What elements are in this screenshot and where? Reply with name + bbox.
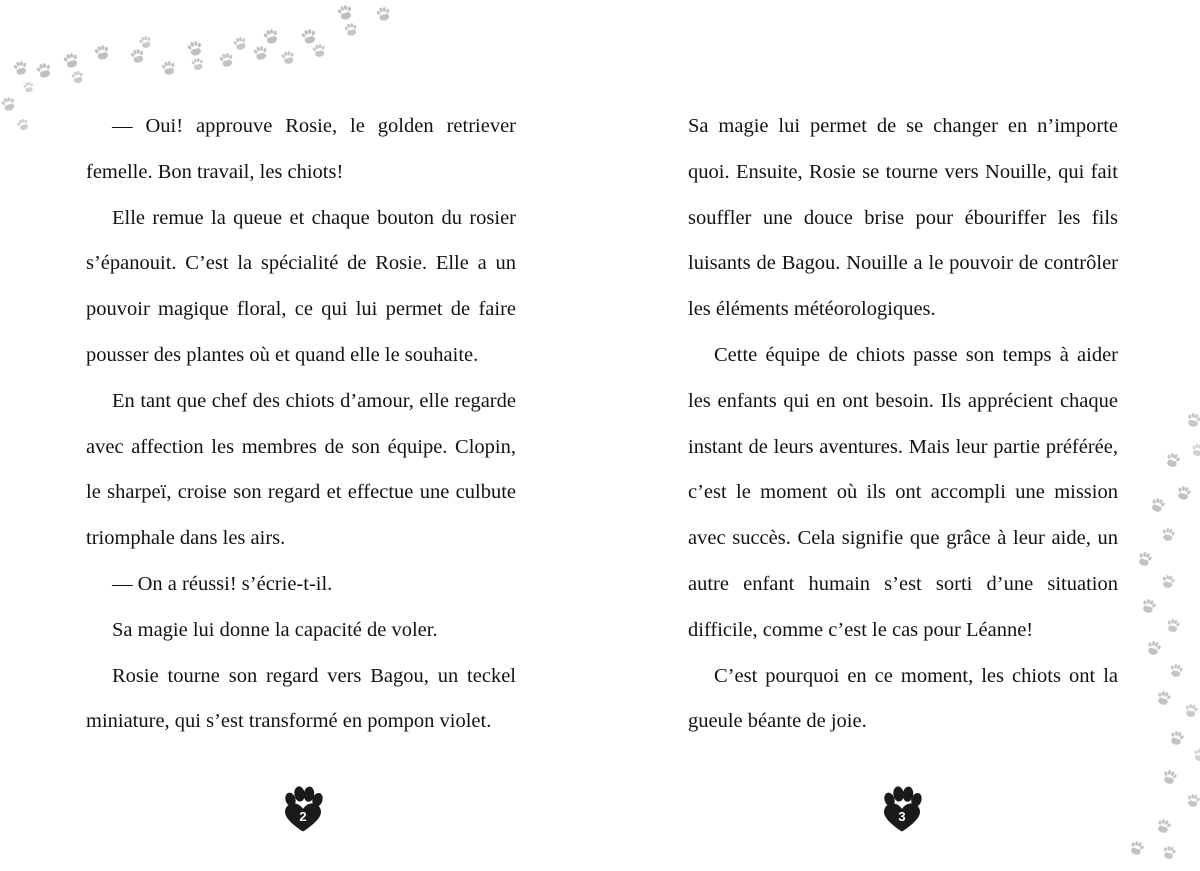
- paw-print-icon: [1159, 573, 1178, 592]
- paw-print-icon: [1162, 450, 1183, 471]
- paw-print-icon: [1173, 483, 1194, 504]
- paw-print-icon: [279, 49, 298, 68]
- paw-print-icon: [1166, 728, 1187, 749]
- paw-print-icon: [14, 116, 32, 134]
- right-page-text-column: [688, 104, 1118, 745]
- paw-print-icon: [1153, 688, 1174, 709]
- paw-print-icon: [1134, 549, 1155, 570]
- paragraph: C’est pourquoi en ce moment, les chiots ont la gueule béante de joie.: [688, 664, 1118, 733]
- paw-print-icon: [1153, 816, 1174, 837]
- paragraph: Elle remue la queue et chaque bouton du rosier s’épanouit. C’est la spécialité de Rosie. Elle a un pouvoir magique floral, ce qui lui permet de faire pousser des plantes où et quand elle le souhaite.: [86, 206, 516, 366]
- paw-print-icon: [10, 58, 31, 79]
- paw-print-icon: [373, 4, 394, 25]
- paw-print-icon: [1126, 838, 1147, 859]
- paw-print-icon: [60, 50, 82, 72]
- paw-print-icon: [1167, 662, 1186, 681]
- paw-print-icon: [136, 33, 155, 52]
- paw-print-icon: [260, 26, 282, 48]
- paw-print-icon: [310, 42, 329, 61]
- paw-print-icon: [189, 56, 207, 74]
- paw-print-icon: [230, 34, 250, 54]
- page-number-right: 3: [898, 809, 906, 824]
- paw-print-icon: [1159, 767, 1180, 788]
- paragraph: — On a réussi! s’écrie-t-il.: [112, 572, 333, 595]
- paw-print-icon: [298, 26, 320, 48]
- paw-print-icon: [127, 46, 148, 67]
- paragraph: Sa magie lui permet de se changer en n’importe quoi. Ensuite, Rosie se tourne vers Nouille, qui fait souffler une douce brise pour ébouriffer les fils luisants de Bagou. Nouille a le pouvoir de contrôler les éléments météorologiques.: [688, 115, 1118, 321]
- paw-print-icon: [1191, 747, 1200, 764]
- paw-print-icon: [33, 60, 55, 82]
- paragraph: Cette équipe de chiots passe son temps à aider les enfants qui en ont besoin. Ils apprécient chaque instant de leurs aventures. Mais leur partie préférée, c’est le moment où ils ont accompli une mission avec succès. Cela signifie que grâce à leur aide, un autre enfant humain s’est sorti d’une situation difficile, comme c’est le cas pour Léanne!: [688, 343, 1118, 641]
- paw-print-icon: [1159, 843, 1178, 862]
- paw-print-icon: [1184, 792, 1200, 811]
- paragraph: Sa magie lui donne la capacité de voler.: [112, 618, 438, 641]
- paw-print-icon: [216, 50, 236, 70]
- paw-print-icon: [1159, 526, 1178, 545]
- paragraph: En tant que chef des chiots d’amour, elle regarde avec affection les membres de son équipe. Clopin, le sharpeï, croise son regard et effectue une culbute triomphale dans les airs.: [86, 389, 516, 550]
- paw-print-icon: [1164, 617, 1183, 636]
- paw-print-icon: [1138, 596, 1159, 617]
- paw-print-icon: [1182, 702, 1200, 721]
- paw-print-icon: [69, 69, 87, 87]
- paw-print-icon: [158, 58, 178, 78]
- paw-print-icon: [1183, 410, 1200, 431]
- paragraph: Rosie tourne son regard vers Bagou, un teckel miniature, qui s’est transformé en pompon violet.: [86, 664, 516, 733]
- paragraph: — Oui! approuve Rosie, le golden retriever femelle. Bon travail, les chiots!: [86, 115, 516, 183]
- right-page-footer: [872, 780, 932, 840]
- page-number-left: 2: [299, 809, 307, 824]
- left-page-text-column: [86, 104, 516, 745]
- paw-print-icon: [334, 2, 356, 24]
- paw-print-icon: [0, 94, 19, 115]
- paw-print-icon: [184, 38, 206, 60]
- paw-print-icon: [1143, 638, 1164, 659]
- paw-print-icon: [250, 43, 270, 63]
- paw-print-icon: [1147, 495, 1168, 516]
- paw-print-icon: [342, 21, 361, 40]
- paw-print-icon: [91, 42, 113, 64]
- paw-print-icon: [1189, 442, 1200, 459]
- paw-print-icon: [21, 80, 36, 95]
- left-page-footer: [273, 780, 333, 840]
